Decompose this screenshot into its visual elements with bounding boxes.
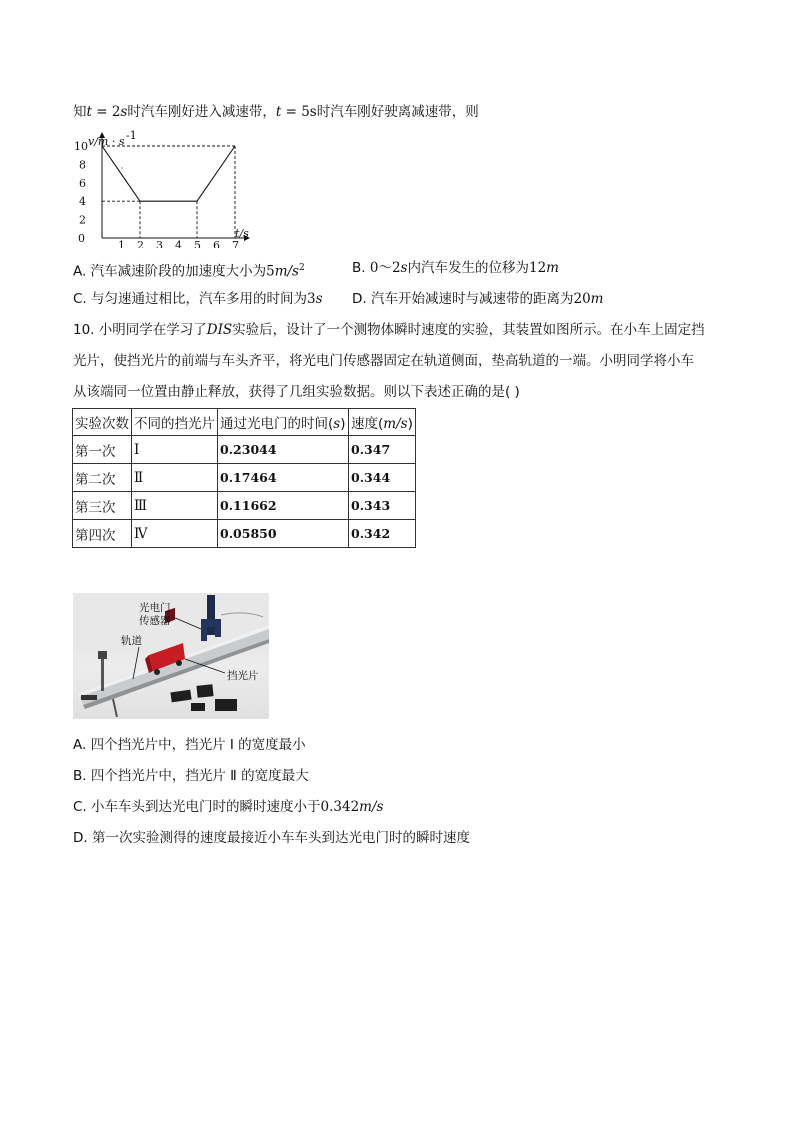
table-row — [73, 492, 416, 520]
stem-text: 实验后，设计了一个测物体瞬时速度的实验，其装置如图所示。在小车上固定挡 — [232, 322, 705, 338]
option-value: 20 — [573, 291, 591, 307]
x-tick-label: 3 — [156, 239, 163, 248]
x-tick-label: 4 — [175, 239, 182, 248]
option-value: 0～2 — [369, 260, 401, 276]
q10-option-a[interactable]: A. 四个挡光片中，挡光片 Ⅰ 的宽度最小 — [73, 737, 306, 753]
table-header: 通过光电门的时间(s) — [218, 409, 349, 436]
y-tick-label: 4 — [79, 195, 86, 209]
y-tick-label: 6 — [79, 176, 86, 190]
y-axis-label: v/m · s — [88, 135, 125, 148]
photo-label-shutter: 挡光片 — [227, 670, 259, 682]
q9-option-d[interactable] — [352, 290, 603, 308]
t-value-2: = 5 — [281, 104, 310, 120]
trial-cell: 第一次 — [73, 436, 132, 464]
q10-stem-line-3: 从该端同一位置由静止释放，获得了几组实验数据。则以下表述正确的是( ) — [73, 384, 520, 400]
shutter-plate — [215, 699, 237, 711]
photo-label-track: 轨道 — [121, 635, 142, 647]
option-text: C. 与匀速通过相比，汽车多用的时间为 — [73, 291, 308, 307]
q9-option-c[interactable] — [73, 290, 323, 308]
stray-dot — [121, 167, 123, 169]
option-exponent: 2 — [298, 263, 305, 273]
trial-cell: 第三次 — [73, 492, 132, 520]
option-text: A. 汽车减速阶段的加速度大小为 — [73, 263, 267, 280]
trial-cell: 第二次 — [73, 464, 132, 492]
option-unit: m — [546, 260, 559, 276]
q10-stem-line-2: 光片，使挡光片的前端与车头齐平，将光电门传感器固定在轨道侧面，垫高轨道的一端。小明同学将小车 — [73, 353, 694, 369]
speed-cell: 0.347 — [349, 436, 416, 464]
intro-text-1: 知 — [73, 104, 87, 120]
intro-text-3: 时汽车刚好驶离减速带，则 — [316, 104, 479, 120]
option-text: D. 汽车开始减速时与减速带的距离为 — [352, 291, 574, 307]
y-tick-labels — [74, 140, 88, 227]
table-row — [73, 520, 416, 548]
x-tick-label: 1 — [118, 239, 125, 248]
origin-label: 0 — [78, 232, 85, 245]
y-tick-label: 10 — [74, 140, 88, 153]
shutter-plate — [196, 684, 213, 698]
speed-cell: 0.342 — [349, 520, 416, 548]
shutter-cell: Ⅱ — [132, 464, 218, 492]
photogate-sensor — [207, 595, 215, 635]
q10-option-c[interactable] — [73, 798, 383, 816]
intro-text-2: 时汽车刚好进入减速带， — [127, 104, 276, 120]
y-axis-label-exponent: -1 — [126, 130, 137, 142]
shutter-plate — [191, 703, 205, 711]
photo-label-gate-1: 光电门 — [139, 602, 171, 614]
option-unit: m/s — [359, 799, 384, 815]
t-symbol: t — [275, 104, 282, 120]
shutter-cell: Ⅲ — [132, 492, 218, 520]
shutter-plate — [170, 690, 191, 703]
option-unit: s — [400, 260, 408, 276]
option-unit: m/s — [274, 263, 299, 280]
time-cell: 0.11662 — [218, 492, 349, 520]
unit-s: s — [120, 104, 128, 120]
dashed-guides — [102, 146, 235, 238]
time-cell: 0.17464 — [218, 464, 349, 492]
option-value: 5 — [266, 263, 275, 280]
series-line — [102, 146, 235, 201]
shutter-cell: Ⅳ — [132, 520, 218, 548]
speed-cell: 0.343 — [349, 492, 416, 520]
option-unit: s — [315, 291, 323, 307]
trial-cell: 第四次 — [73, 520, 132, 548]
x-tick-label: 6 — [213, 239, 220, 248]
graph-axes — [99, 132, 250, 241]
option-value: 3 — [307, 291, 316, 307]
intro-line — [73, 103, 479, 121]
t-symbol: t — [86, 104, 92, 120]
option-unit: m — [590, 291, 604, 307]
table-header: 不同的挡光片 — [132, 409, 218, 436]
time-cell: 0.05850 — [218, 520, 349, 548]
x-tick-label: 2 — [137, 239, 144, 248]
velocity-time-graph — [74, 130, 252, 248]
table-row — [73, 464, 416, 492]
data-table — [72, 408, 416, 548]
shutter-cell: Ⅰ — [132, 436, 218, 464]
table-header: 实验次数 — [73, 409, 132, 436]
q9-option-b[interactable] — [352, 259, 559, 277]
option-text: B. — [352, 260, 370, 276]
option-text: C. 小车车头到达光电门时的瞬时速度小于 — [73, 799, 321, 815]
table-header-row — [73, 409, 416, 436]
table-header: 速度(m/s) — [349, 409, 416, 436]
y-tick-label: 2 — [79, 213, 86, 227]
option-value: 12 — [528, 260, 547, 276]
q10-option-b[interactable]: B. 四个挡光片中，挡光片 Ⅱ 的宽度最大 — [73, 768, 309, 784]
x-axis-label: t/s — [235, 227, 249, 240]
x-tick-labels — [118, 239, 239, 248]
dis-term: DIS — [206, 322, 233, 338]
q9-option-a[interactable] — [73, 259, 305, 281]
x-tick-label: 7 — [232, 239, 239, 248]
table-row — [73, 436, 416, 464]
photo-label-gate-2: 传感器 — [139, 615, 171, 627]
unit-s: s — [309, 104, 317, 120]
option-value: 0.342 — [320, 799, 360, 815]
q10-option-d[interactable]: D. 第一次实验测得的速度最接近小车车头到达光电门时的瞬时速度 — [73, 830, 470, 846]
y-tick-label: 8 — [79, 158, 86, 172]
x-tick-label: 5 — [194, 239, 201, 248]
stem-text: 10. 小明同学在学习了 — [73, 322, 207, 338]
q10-stem-line-1 — [73, 321, 705, 339]
t-value-1: = 2 — [91, 104, 121, 120]
apparatus-photo — [73, 593, 269, 719]
option-text: 内汽车发生的位移为 — [407, 260, 529, 276]
speed-cell: 0.344 — [349, 464, 416, 492]
time-cell: 0.23044 — [218, 436, 349, 464]
